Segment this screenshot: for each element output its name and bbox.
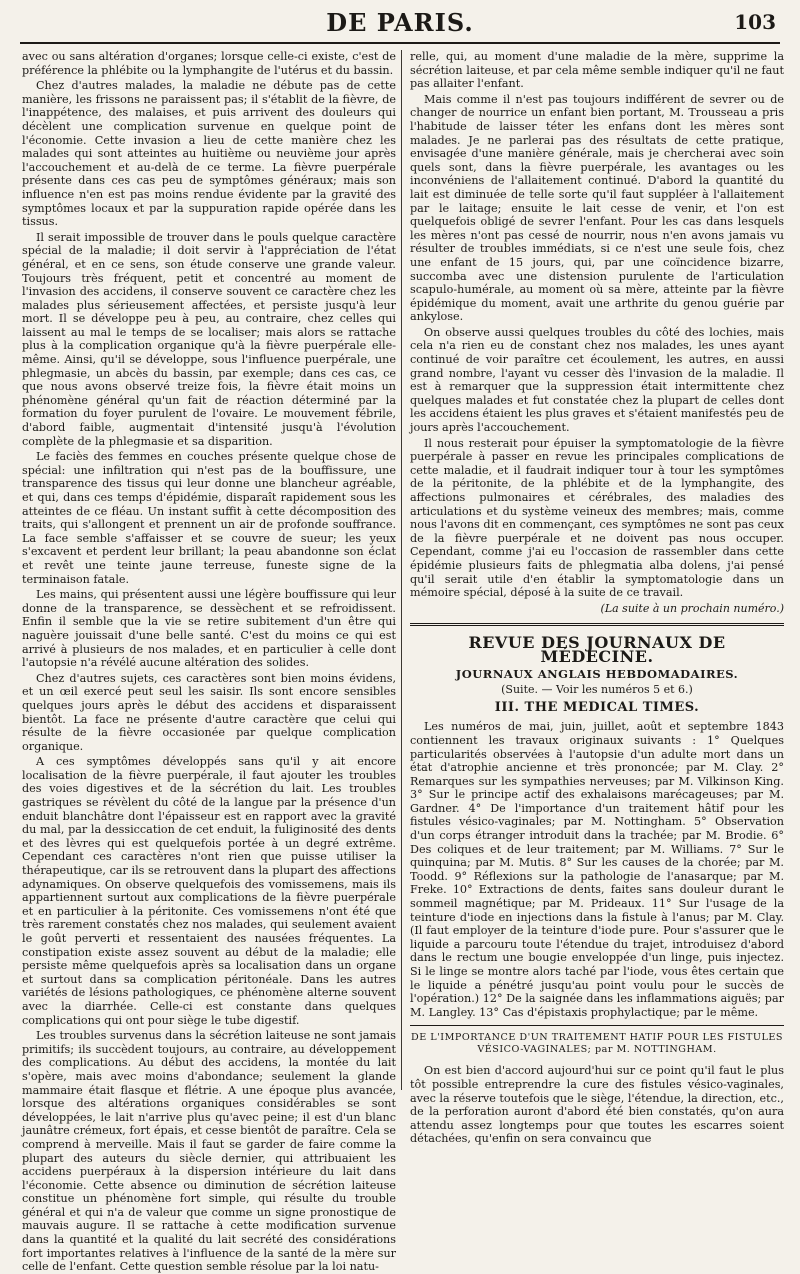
paragraph: Les mains, qui présentent aussi une légère bouffissure qui leur donne de la transparence, se dessèchent et se refroidissent. Enfin il semble que la vie se retire subitement d'un être qui naguère jouissait d'une belle santé. C'est du moins ce qui est arrivé à plusieurs de nos malades, et en particulier à celle dont l'autopsie n'a révélé aucune altération des solides. (22, 588, 396, 670)
section-heading: III. THE MEDICAL TIMES. (494, 699, 700, 715)
paragraph: relle, qui, au moment d'une maladie de la mère, supprime la sécrétion laiteuse, et par cela même semble indiquer qu'il ne faut pas allaiter l'enfant. (410, 50, 784, 91)
paragraph: Chez d'autres malades, la maladie ne débute pas de cette manière, les frissons ne paraissent pas; il s'établit de la fièvre, de l'inappétence, des malaises, et puis arrivent des douleurs qui décèlent une complication survenue en quelque point de l'économie. Cette invasion a lieu de cette manière chez les malades qui sont atteintes au huitième ou neuvième jour après l'accouchement et au-delà de ce terme. La fièvre puerpérale présente dans ces cas peu de symptômes généraux; mais son influence n'en est pas moins rendue évidente par la gravité des symptômes locaux et par la suppuration rapide opérée dans les tissus. (22, 79, 396, 229)
section-subtitle: JOURNAUX ANGLAIS HEBDOMADAIRES. (455, 666, 739, 681)
section-note: (Suite. — Voir les numéros 5 et 6.) (501, 683, 693, 697)
to-be-continued: (La suite à un prochain numéro.) (600, 601, 784, 615)
paragraph: Le faciès des femmes en couches présente quelque chose de spécial: une infiltration qui n'est pas de la bouffissure, une transparence des tissus qui leur donne une blancheur agréable, et qui, dans ces temps d'épidémie, disparaît rapidement sous les atteintes de ce fléau. Un instant suffit à cette décomposition des traits, qui s'allongent et prennent un air de profonde souffrance. La face semble s'affaisser et se couvre de sueur; les yeux s'excavent et perdent leur brillant; la peau abandonne son éclat et revêt une teinte jaune terreuse, funeste signe de la terminaison fatale. (22, 450, 396, 586)
right-column (410, 50, 784, 1146)
section-title: REVUE DES JOURNAUX DE MÉDECINE. (468, 633, 726, 666)
paragraph: A ces symptômes développés sans qu'il y ait encore localisation de la fièvre puerpérale, il faut ajouter les troubles des voies digestives et de la sécrétion du lait. Les troubles gastriques se révèlent du côté de la langue par la présence d'un enduit blanchâtre dont l'épaisseur est en rapport avec la gravité du mal, par la dessiccation de cet enduit, la fuliginosité des dents et des lèvres qui est quelquefois portée à un degré extrême. Cependant ces caractères n'ont rien que puisse utiliser la thérapeutique, car ils se retrouvent dans la plupart des affections adynamiques. On observe quelquefois des vomissemens, mais ils appartiennent surtout aux complications de la fièvre puerpérale et en particulier à la péritonite. Ces vomissemens n'ont été que très rarement constatés chez nos malades, qui seulement avaient le goût perverti et ressentaient des nausées fréquentes. La constipation existe assez souvent au début de la maladie; elle persiste même quelquefois après sa localisation dans un organe et surtout dans sa complication péritonéale. Dans les autres variétés de lésions pathologiques, ce phénomène alterne souvent avec la diarrhée. Celle-ci est constante dans quelques complications qui ont pour siège le tube digestif. (22, 755, 396, 1027)
running-title: DE PARIS. (326, 8, 474, 37)
paragraph: On est bien d'accord aujourd'hui sur ce point qu'il faut le plus tôt possible entreprendre la cure des fistules vésico-vaginales, avec la réserve toutefois que le siège, l'étendue, la direction, etc., de la perforation auront d'abord été bien constatés, qu'on aura attendu assez longtemps pour que toutes les escarres soient détachées, qu'enfin on sera convaincu que (410, 1064, 784, 1146)
header-rule (20, 42, 780, 44)
running-head (20, 6, 780, 46)
column-divider (401, 50, 402, 1090)
article-rule (410, 1025, 784, 1026)
section-rule (410, 623, 784, 626)
paragraph: Chez d'autres sujets, ces caractères sont bien moins évidens, et un œil exercé peut seul les saisir. Ils sont encore sensibles quelques jours après le début des accidens et disparaissent bientôt. La face ne présente d'autre caractère que celui qui résulte de la fièvre occasionée par quelque complication organique. (22, 671, 396, 753)
paragraph: Les troubles survenus dans la sécrétion laiteuse ne sont jamais primitifs; ils succèdent toujours, au contraire, au développement des complications. Au début des accidens, la montée du lait s'opère, mais avec moins d'abondance; seulement la glande mammaire était flasque et flétrie. A une époque plus avancée, lorsque des altérations organiques considérables se sont développées, le lait n'arrive plus qu'avec peine; il est d'un blanc jaunâtre crémeux, fort épais, et cesse bientôt de paraître. Cela se comprend à merveille. Mais il faut se garder de faire comme la plupart des auteurs du siècle dernier, qui attribuaient les accidens puerpéraux à la dispersion intérieure du lait dans l'économie. Cette absence ou diminution de sécrétion laiteuse constitue un phénomène fort simple, qui résulte du trouble général et qui n'a de valeur que comme un signe pronostique de mauvais augure. Il se rattache à cette modification survenue dans la quantité et la qualité du lait secrété des considérations fort importantes relatives à l'influence de la santé de la mère sur celle de l'enfant. Cette question semble résolue par la loi natu- (22, 1029, 396, 1274)
paragraph: On observe aussi quelques troubles du côté des lochies, mais cela n'a rien eu de constant chez nos malades, les unes ayant continué de voir paraître cet écoulement, les autres, en aussi grand nombre, l'ayant vu cesser dès l'invasion de la maladie. Il est à remarquer que la suppression était intermittente chez quelques malades et fut constatée chez la plupart de celles dont les accidens étaient les plus graves et s'étaient manifestés peu de jours après l'accouchement. (410, 325, 784, 435)
paragraph: Mais comme il n'est pas toujours indifférent de sevrer ou de changer de nourrice un enfant bien portant, M. Trousseau a pris l'habitude de laisser téter les enfans dont les mères sont malades. Je ne parlerai pas des résultats de cette pratique, envisagée d'une manière générale, mais je chercherai avec soin quels sont, dans la fièvre puerpérale, les avantages ou les inconvéniens de l'allaitement continué. D'abord la quantité du lait est diminuée de telle sorte qu'il faut suppléer à l'allaitement par le laitage; ensuite le lait cesse de venir, et l'on est quelquefois obligé de sevrer l'enfant. Pour les cas dans lesquels les mères n'ont pas cessé de nourrir, nous n'en avons jamais vu résulter de troubles immédiats, si ce n'est une seule fois, chez une enfant de 15 jours, qui, par une coïncidence bizarre, succomba avec une distension purulente de l'articulation scapulo-humérale, au moment où sa mère, atteinte par la fièvre épidémique du moment, avait une arthrite du genou guérie par ankylose. (410, 92, 784, 324)
paragraph: Il serait impossible de trouver dans le pouls quelque caractère spécial de la maladie; il doit servir à l'appréciation de l'état général, et en ce sens, son étude conserve une grande valeur. Toujours très fréquent, petit et concentré au moment de l'invasion des accidens, il conserve souvent ce caractère chez les malades plus sérieusement affectées, et persiste jusqu'à leur mort. Il se développe peu à peu, au contraire, chez celles qui laissent au mal le temps de se localiser; mais alors se rattache plus à la complication organique qu'à la fièvre puerpérale elle-même. Ainsi, qu'il se développe, sous l'influence puerpérale, une phlegmasie, un abcès du bassin, par exemple; dans ces cas, ce que nous avons observé treize fois, la fièvre était moins un phénomène général qu'un fait de réaction déterminé par la formation du foyer purulent de l'ovaire. Le mouvement fébrile, d'abord faible, augmentait d'intensité jusqu'à l'évolution complète de la phlegmasie et sa disparition. (22, 230, 396, 448)
paragraph: avec ou sans altération d'organes; lorsque celle-ci existe, c'est de préférence la phlébite ou la lymphangite de l'utérus et du bassin. (22, 50, 396, 77)
article-title: DE L'IMPORTANCE D'UN TRAITEMENT HATIF POUR LES FISTULES VÉSICO-VAGINALES; par M. NOTTINGHAM. (411, 1032, 783, 1056)
paragraph: Les numéros de mai, juin, juillet, août et septembre 1843 contiennent les travaux originaux suivants : 1° Quelques particularités observées à l'autopsie d'un adulte mort dans un état d'atrophie ancienne et très prononcée; par M. Clay. 2° Remarques sur les sympathies nerveuses; par M. Vilkinson King. 3° Sur le principe actif des exhalaisons marécageuses; par M. Gardner. 4° De l'importance d'un traitement hâtif pour les fistules vésico-vaginales; par M. Nottingham. 5° Observation d'un corps étranger introduit dans la trachée; par M. Brodie. 6° Des coliques et de leur traitement; par M. Williams. 7° Sur le quinquina; par M. Mutis. 8° Sur les causes de la chorée; par M. Toodd. 9° Réflexions sur la pathologie de l'anasarque; par M. Freke. 10° Extractions de dents, faites sans douleur durant le sommeil magnétique; par M. Prideaux. 11° Sur l'usage de la teinture d'iode en injections dans la fistule à l'anus; par M. Clay. (Il faut employer de la teinture d'iode pure. Pour s'assurer que le liquide a parcouru toute l'étendue du trajet, introduisez d'abord dans le rectum une bougie enveloppée d'un linge, puis injectez. Si le linge se montre alors taché par l'iode, vous êtes certain que le liquide a pénétré jusqu'au point voulu pour le succès de l'opération.) 12° De la saignée dans les inflammations aiguës; par M. Langley. 13° Cas d'épistaxis prophylactique; par le même. (410, 720, 784, 1019)
page-number: 103 (734, 10, 776, 34)
paragraph: Il nous resterait pour épuiser la symptomatologie de la fièvre puerpérale à passer en revue les principales complications de cette maladie, et il faudrait indiquer tour à tour les symptômes de la péritonite, de la phlébite et de la lymphangite, des affections pulmonaires et cérébrales, des maladies des articulations et du système veineux des membres; mais, comme nous l'avons dit en commençant, ces symptômes ne sont pas ceux de la fièvre puerpérale et ne doivent pas nous occuper. Cependant, comme j'ai eu l'occasion de rassembler dans cette épidémie plusieurs faits de phlegmatia alba dolens, j'ai pensé qu'il serait utile d'en établir la symptomatologie dans un mémoire spécial, déposé à la suite de ce travail. (410, 436, 784, 600)
left-column (22, 50, 396, 1274)
